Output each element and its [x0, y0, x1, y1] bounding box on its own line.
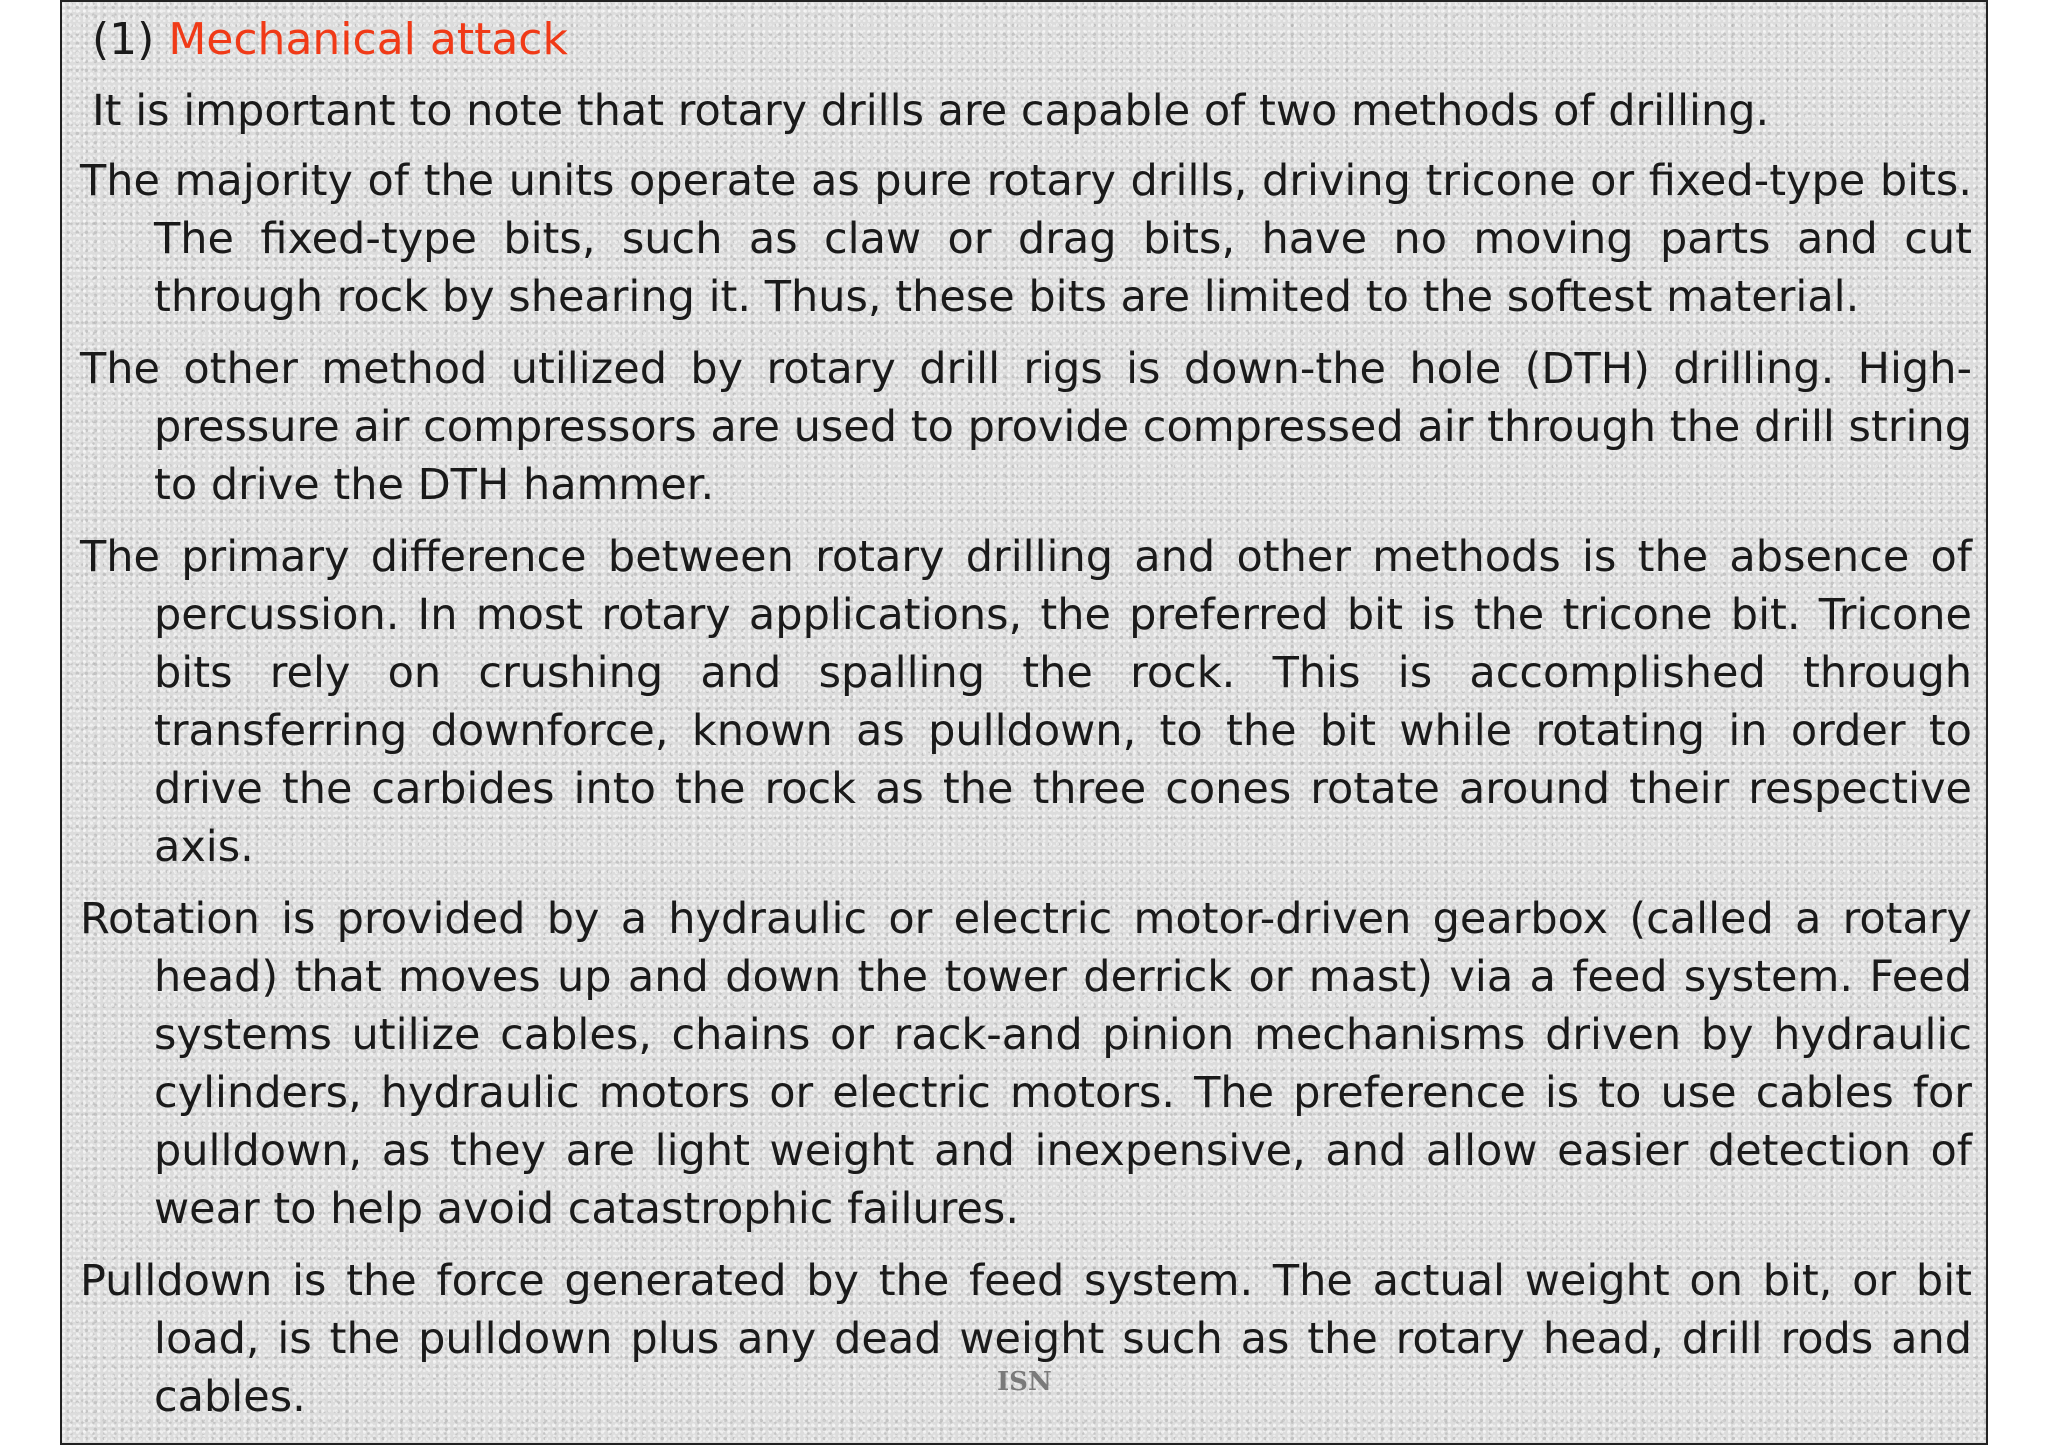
paragraph-dth-drilling: The other method utilized by rotary drill rigs is down-the hole (DTH) drilling. High-pressure air compressors are used to provide compressed air through the drill string to drive the DTH hammer. — [80, 344, 1972, 510]
footer-mark: ISN — [997, 1367, 1052, 1397]
paragraph-pulldown: Pulldown is the force generated by the feed system. The actual weight on bit, or bit load, is the pulldown plus any dead weight such as the rotary head, drill rods and cables. — [80, 1256, 1972, 1422]
paragraph-fixed-type-bits: The majority of the units operate as pure rotary drills, driving tricone or fixed-type bits. The fixed-type bits, such as claw or drag bits, have no moving parts and cut through rock by shearing it. Thus, these bits are limited to the softest material. — [80, 156, 1972, 322]
slide — [60, 0, 1988, 1445]
section-heading — [92, 10, 568, 70]
paragraph-rotation-feed: Rotation is provided by a hydraulic or electric motor-driven gearbox (called a rotary head) that moves up and down the tower derrick or mast) via a feed system. Feed systems utilize cables, chains or rack-and pinion mechanisms driven by hydraulic cylinders, hydraulic motors or electric motors. The preference is to use cables for pulldown, as they are light weight and inexpensive, and allow easier detection of wear to help avoid catastrophic failures. — [80, 894, 1972, 1234]
heading-title: Mechanical attack — [168, 14, 568, 65]
paragraph-tricone-bits: The primary difference between rotary drilling and other methods is the absence of percussion. In most rotary applications, the preferred bit is the tricone bit. Tricone bits rely on crushing and spalling the rock. This is accomplished through transferring downforce, known as pulldown, to the bit while rotating in order to drive the carbides into the rock as the three cones rotate around their respective axis. — [80, 532, 1972, 872]
heading-number: (1) — [92, 14, 155, 65]
intro-text: It is important to note that rotary drills are capable of two methods of drilling. — [92, 86, 1770, 136]
